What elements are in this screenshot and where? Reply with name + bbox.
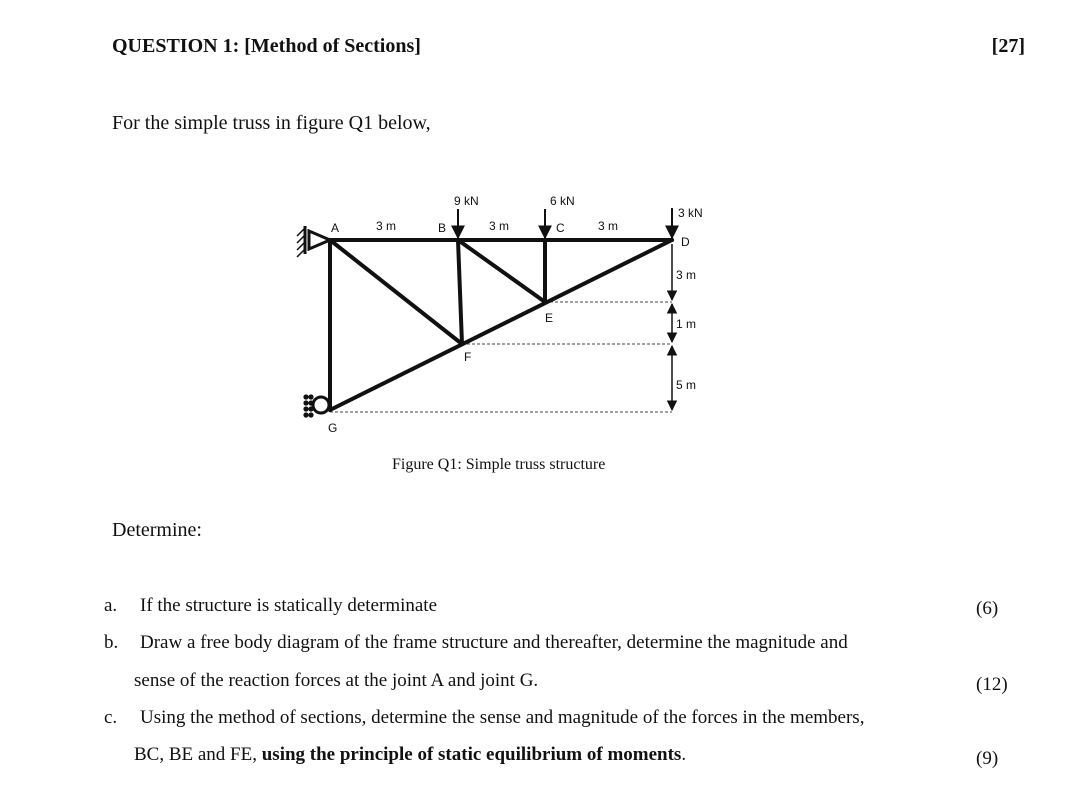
span-label-cd: 3 m bbox=[598, 219, 619, 233]
load-label-b: 9 kN bbox=[454, 194, 479, 208]
joint-label-b: B bbox=[438, 221, 447, 235]
pin-support-a bbox=[297, 226, 330, 257]
span-label-bc: 3 m bbox=[489, 219, 510, 233]
dim-label-3m: 3 m bbox=[676, 268, 697, 282]
load-label-d: 3 kN bbox=[678, 206, 703, 220]
member-af bbox=[330, 240, 462, 344]
question-c-members: BC, BE and FE, bbox=[134, 744, 262, 765]
question-c-period: . bbox=[681, 744, 687, 765]
question-c-text-line2 bbox=[134, 744, 686, 766]
question-c-label: c. bbox=[104, 707, 118, 728]
span-label-ab: 3 m bbox=[376, 219, 397, 233]
intro-text: For the simple truss in figure Q1 below, bbox=[112, 112, 431, 134]
member-be bbox=[458, 240, 545, 302]
question-b-marks: (12) bbox=[976, 674, 1008, 695]
question-a-marks: (6) bbox=[976, 598, 999, 619]
member-gd bbox=[330, 240, 672, 410]
joint-label-c: C bbox=[556, 221, 565, 235]
dim-label-1m: 1 m bbox=[676, 317, 697, 331]
question-heading: QUESTION 1: [Method of Sections] bbox=[112, 35, 421, 57]
member-bf bbox=[458, 240, 462, 344]
joint-label-g: G bbox=[328, 421, 338, 435]
joint-label-e: E bbox=[545, 311, 554, 325]
question-b-text-line1: Draw a free body diagram of the frame structure and thereafter, determine the magnitude and bbox=[140, 632, 848, 653]
question-c-marks: (9) bbox=[976, 748, 999, 769]
question-a-label: a. bbox=[104, 595, 118, 616]
dim-label-5m: 5 m bbox=[676, 378, 697, 392]
total-marks: [27] bbox=[991, 35, 1025, 57]
question-a-text: If the structure is statically determinate bbox=[140, 595, 438, 616]
question-c-emphasis: using the principle of static equilibrium of moments bbox=[261, 744, 682, 765]
question-b-text-line2: sense of the reaction forces at the joint A and joint G. bbox=[134, 670, 539, 691]
roller-support-g bbox=[303, 394, 329, 417]
load-label-c: 6 kN bbox=[550, 194, 575, 208]
joint-label-d: D bbox=[681, 235, 690, 249]
figure-caption: Figure Q1: Simple truss structure bbox=[392, 456, 606, 473]
question-b-label: b. bbox=[104, 632, 119, 653]
determine-heading: Determine: bbox=[112, 519, 202, 541]
question-c-text-line1: Using the method of sections, determine the sense and magnitude of the forces in the members, bbox=[140, 707, 865, 728]
joint-label-a: A bbox=[331, 221, 340, 235]
joint-label-f: F bbox=[464, 350, 472, 364]
